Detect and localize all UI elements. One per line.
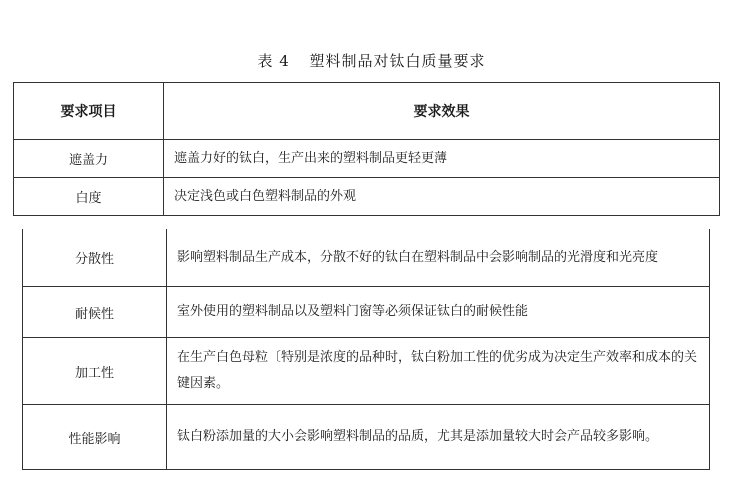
- table-row: [23, 405, 710, 470]
- header-requirement-effect: 要求效果: [164, 83, 720, 140]
- row-effect: 决定浅色或白色塑料制品的外观: [164, 178, 720, 216]
- row-item: 耐候性: [23, 287, 167, 338]
- table-number: 表 4: [257, 52, 290, 70]
- row-effect: 钛白粉添加量的大小会影响塑料制品的品质，尤其是添加量较大时会产品较多影响。: [167, 405, 710, 470]
- row-effect: 在生产白色母粒〔特别是浓度的品种时，钛白粉加工性的优劣成为决定生产效率和成本的关键因素。: [167, 338, 710, 405]
- row-effect: 遮盖力好的钛白，生产出来的塑料制品更轻更薄: [164, 140, 720, 178]
- row-item: 白度: [14, 178, 164, 216]
- table-row: [14, 140, 720, 178]
- table-row: [23, 287, 710, 338]
- row-item: 加工性: [23, 338, 167, 405]
- table-row: [23, 229, 710, 287]
- row-item: 分散性: [23, 229, 167, 287]
- row-effect: 室外使用的塑料制品以及塑料门窗等必须保证钛白的耐候性能: [167, 287, 710, 338]
- header-requirement-item: 要求项目: [14, 83, 164, 140]
- row-item: 遮盖力: [14, 140, 164, 178]
- table-header-row: [14, 83, 720, 140]
- table-row: [23, 338, 710, 405]
- table-row: [14, 178, 720, 216]
- row-item: 性能影响: [23, 405, 167, 470]
- requirements-table-bottom: [22, 229, 710, 470]
- requirements-table-top: [13, 82, 720, 216]
- row-effect: 影响塑料制品生产成本，分散不好的钛白在塑料制品中会影响制品的光滑度和光亮度: [167, 229, 710, 287]
- table-title: 塑料制品对钛白质量要求: [309, 52, 486, 70]
- table-caption: [0, 50, 743, 71]
